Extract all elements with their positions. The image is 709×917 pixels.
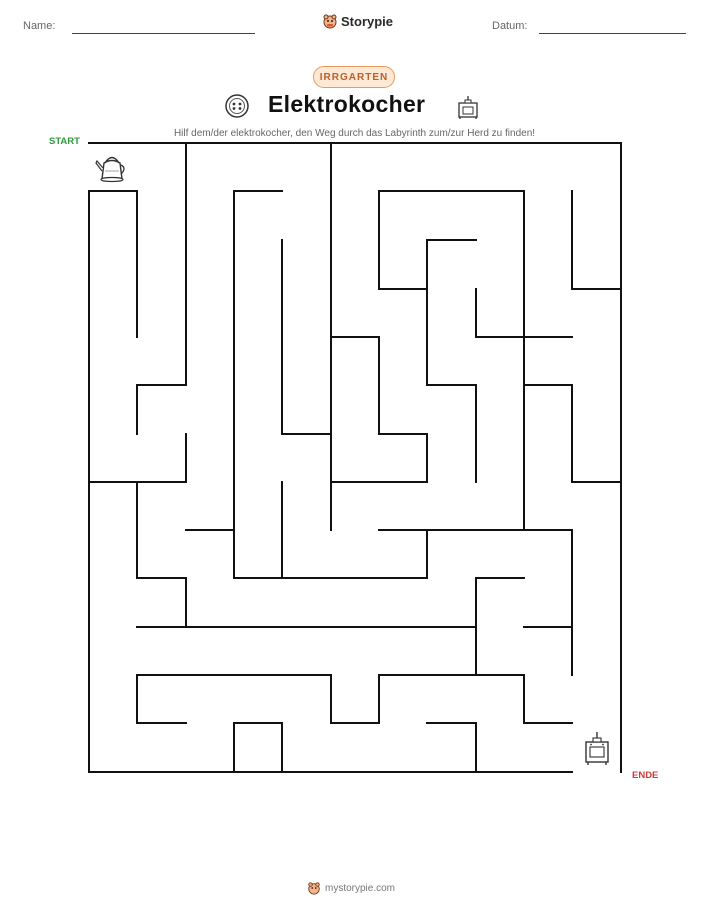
end-label: ENDE bbox=[632, 770, 659, 781]
stove-icon bbox=[582, 730, 612, 766]
kettle-icon bbox=[94, 149, 130, 185]
page-title: Elektrokocher bbox=[268, 91, 426, 117]
storypie-mascot-icon bbox=[307, 881, 321, 895]
instruction-text: Hilf dem/der elektrokocher, den Weg durch das Labyrinth zum/zur Herd zu finden! bbox=[173, 128, 536, 139]
name-label: Name: bbox=[23, 20, 56, 32]
brand-name: Storypie bbox=[341, 13, 394, 29]
date-label: Datum: bbox=[492, 20, 528, 32]
footer bbox=[307, 881, 395, 895]
start-label: START bbox=[49, 136, 80, 147]
category-badge: IRRGARTEN bbox=[313, 66, 395, 88]
footer-site[interactable]: mystorypie.com bbox=[325, 882, 396, 894]
